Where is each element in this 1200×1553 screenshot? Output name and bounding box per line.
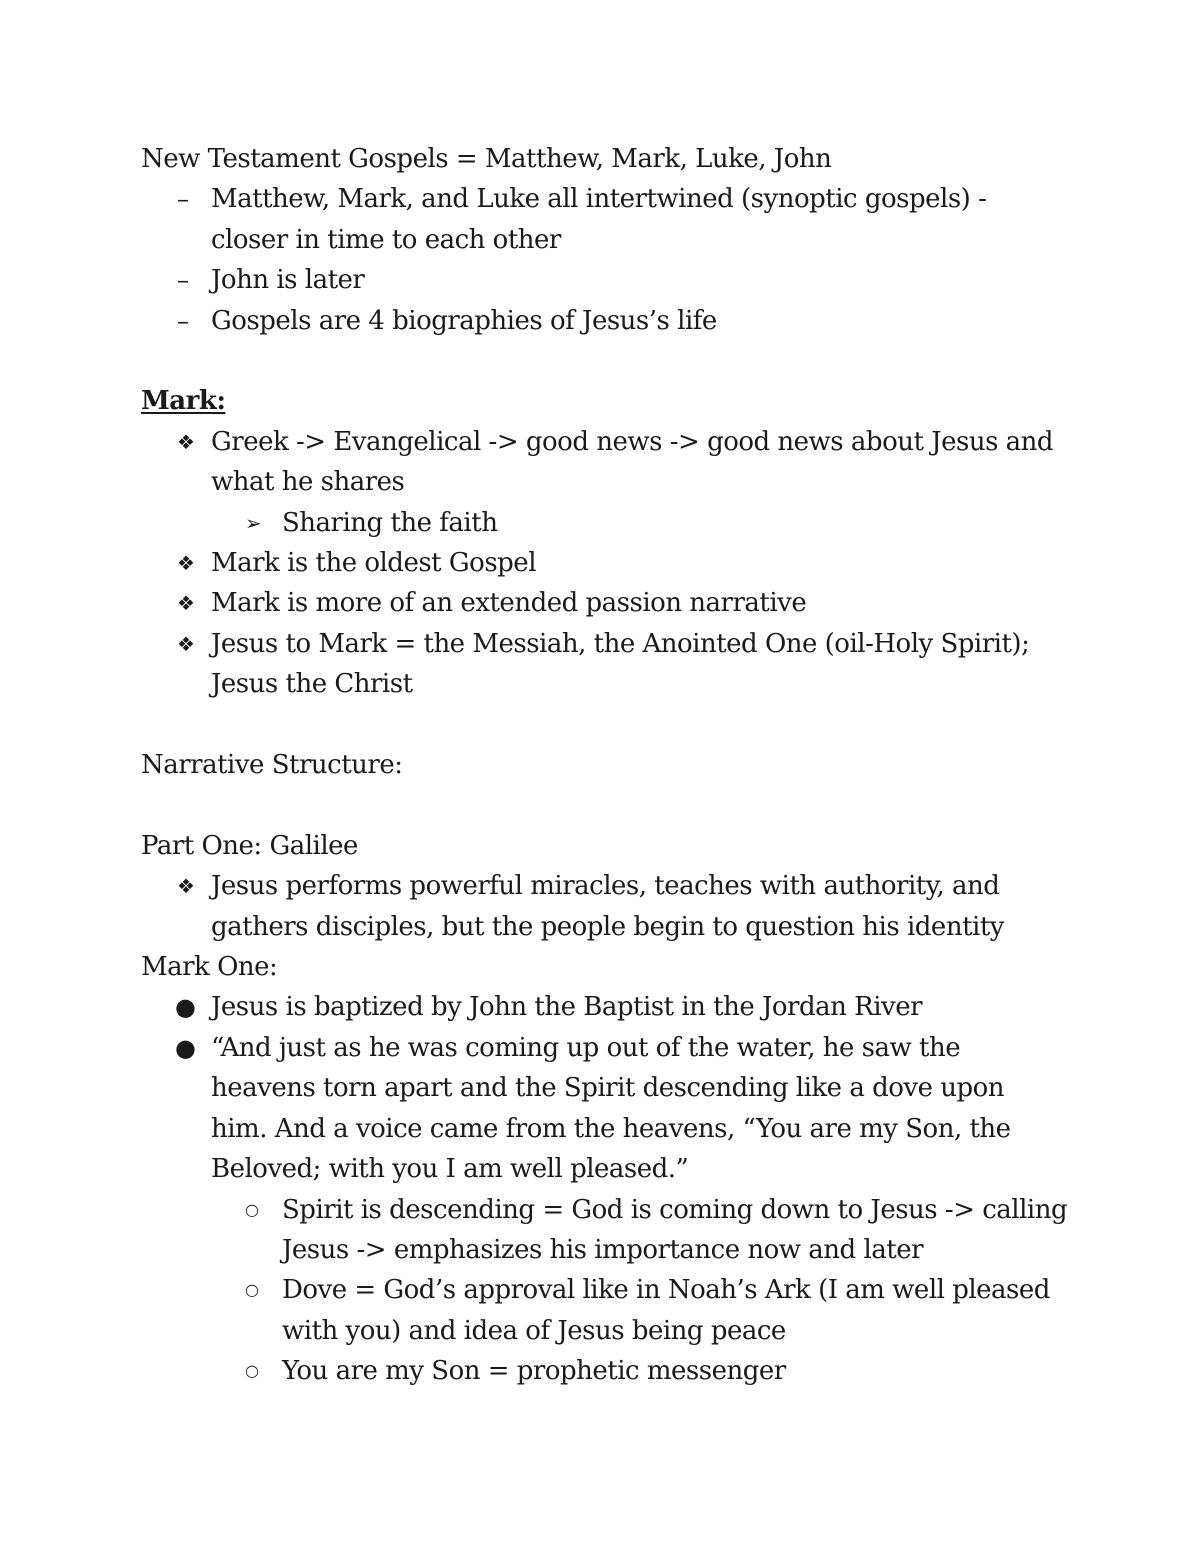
list-item-text: “And just as he was coming up out of the water, he saw the [211, 1032, 961, 1063]
mark-one-heading: Mark One: [141, 952, 278, 983]
list-item [141, 866, 1071, 947]
diamond-bullet-icon: ❖ [177, 591, 195, 616]
list-item [141, 260, 1071, 300]
list-item-text: heavens torn apart and the Spirit descending like a dove upon [211, 1073, 1005, 1104]
arrow-bullet-icon: ➢ [245, 510, 262, 535]
list-item-text: Spirit is descending = God is coming down to Jesus -> calling [282, 1194, 1068, 1225]
document-page [141, 139, 1071, 1392]
list-item [141, 301, 1071, 341]
dash-bullet-icon: – [177, 306, 189, 335]
sub-list-item [141, 1351, 1071, 1391]
list-item-text: Dove = God’s approval like in Noah’s Ark (I am well pleased [282, 1275, 1050, 1306]
dot-bullet-icon: ● [175, 993, 196, 1022]
sub-list-item [141, 1190, 1071, 1271]
sub-list-item [141, 503, 1071, 543]
list-item-text: Jesus -> emphasizes his importance now and later [282, 1234, 924, 1265]
list-item-text: John is later [211, 265, 365, 296]
circle-bullet-icon: ○ [245, 1199, 259, 1219]
list-item-text: him. And a voice came from the heavens, “You are my Son, the [211, 1113, 1011, 1144]
part-one-heading: Part One: Galilee [141, 830, 358, 861]
narrative-heading: Narrative Structure: [141, 750, 403, 781]
list-item-text: Mark is more of an extended passion narrative [211, 588, 807, 619]
list-item-text: Mark is the oldest Gospel [211, 548, 537, 579]
list-item [141, 543, 1071, 583]
list-item-text: with you) and idea of Jesus being peace [282, 1315, 786, 1346]
blank-line [141, 705, 1071, 745]
diamond-bullet-icon: ❖ [177, 874, 195, 899]
blank-line [141, 341, 1071, 381]
list-item-text: Jesus the Christ [211, 669, 413, 700]
list-item [141, 179, 1071, 260]
intro-title: New Testament Gospels = Matthew, Mark, Luke, John [141, 144, 832, 174]
list-item-text: what he shares [211, 467, 405, 498]
list-item-text: You are my Son = prophetic messenger [282, 1356, 786, 1387]
list-item [141, 624, 1071, 705]
list-item-text: Gospels are 4 biographies of Jesus’s life [211, 305, 717, 336]
diamond-bullet-icon: ❖ [177, 551, 195, 576]
list-item-text: Jesus to Mark = the Messiah, the Anointed One (oil-Holy Spirit); [211, 628, 1030, 659]
diamond-bullet-icon: ❖ [177, 631, 195, 656]
diamond-bullet-icon: ❖ [177, 429, 195, 454]
mark-heading: Mark: [141, 386, 226, 417]
list-item-text: gathers disciples, but the people begin to question his identity [211, 911, 1004, 942]
list-item-text: Jesus is baptized by John the Baptist in the Jordan River [211, 992, 923, 1023]
circle-bullet-icon: ○ [245, 1280, 259, 1300]
dot-bullet-icon: ● [175, 1033, 196, 1062]
dash-bullet-icon: – [177, 266, 189, 295]
list-item [141, 987, 1071, 1027]
sub-list-item [141, 1270, 1071, 1351]
list-item-text: closer in time to each other [211, 224, 561, 255]
list-item-text: Greek -> Evangelical -> good news -> good news about Jesus and [211, 426, 1054, 457]
circle-bullet-icon: ○ [245, 1361, 259, 1381]
list-item-text: Matthew, Mark, and Luke all intertwined (synoptic gospels) - [211, 184, 987, 215]
list-item [141, 422, 1071, 503]
list-item-text: Beloved; with you I am well pleased.” [211, 1154, 689, 1185]
list-item [141, 1028, 1071, 1190]
list-item [141, 583, 1071, 623]
blank-line [141, 785, 1071, 825]
list-item-text: Jesus performs powerful miracles, teaches with authority, and [211, 871, 1000, 902]
list-item-text: Sharing the faith [282, 507, 498, 538]
dash-bullet-icon: – [177, 185, 189, 214]
